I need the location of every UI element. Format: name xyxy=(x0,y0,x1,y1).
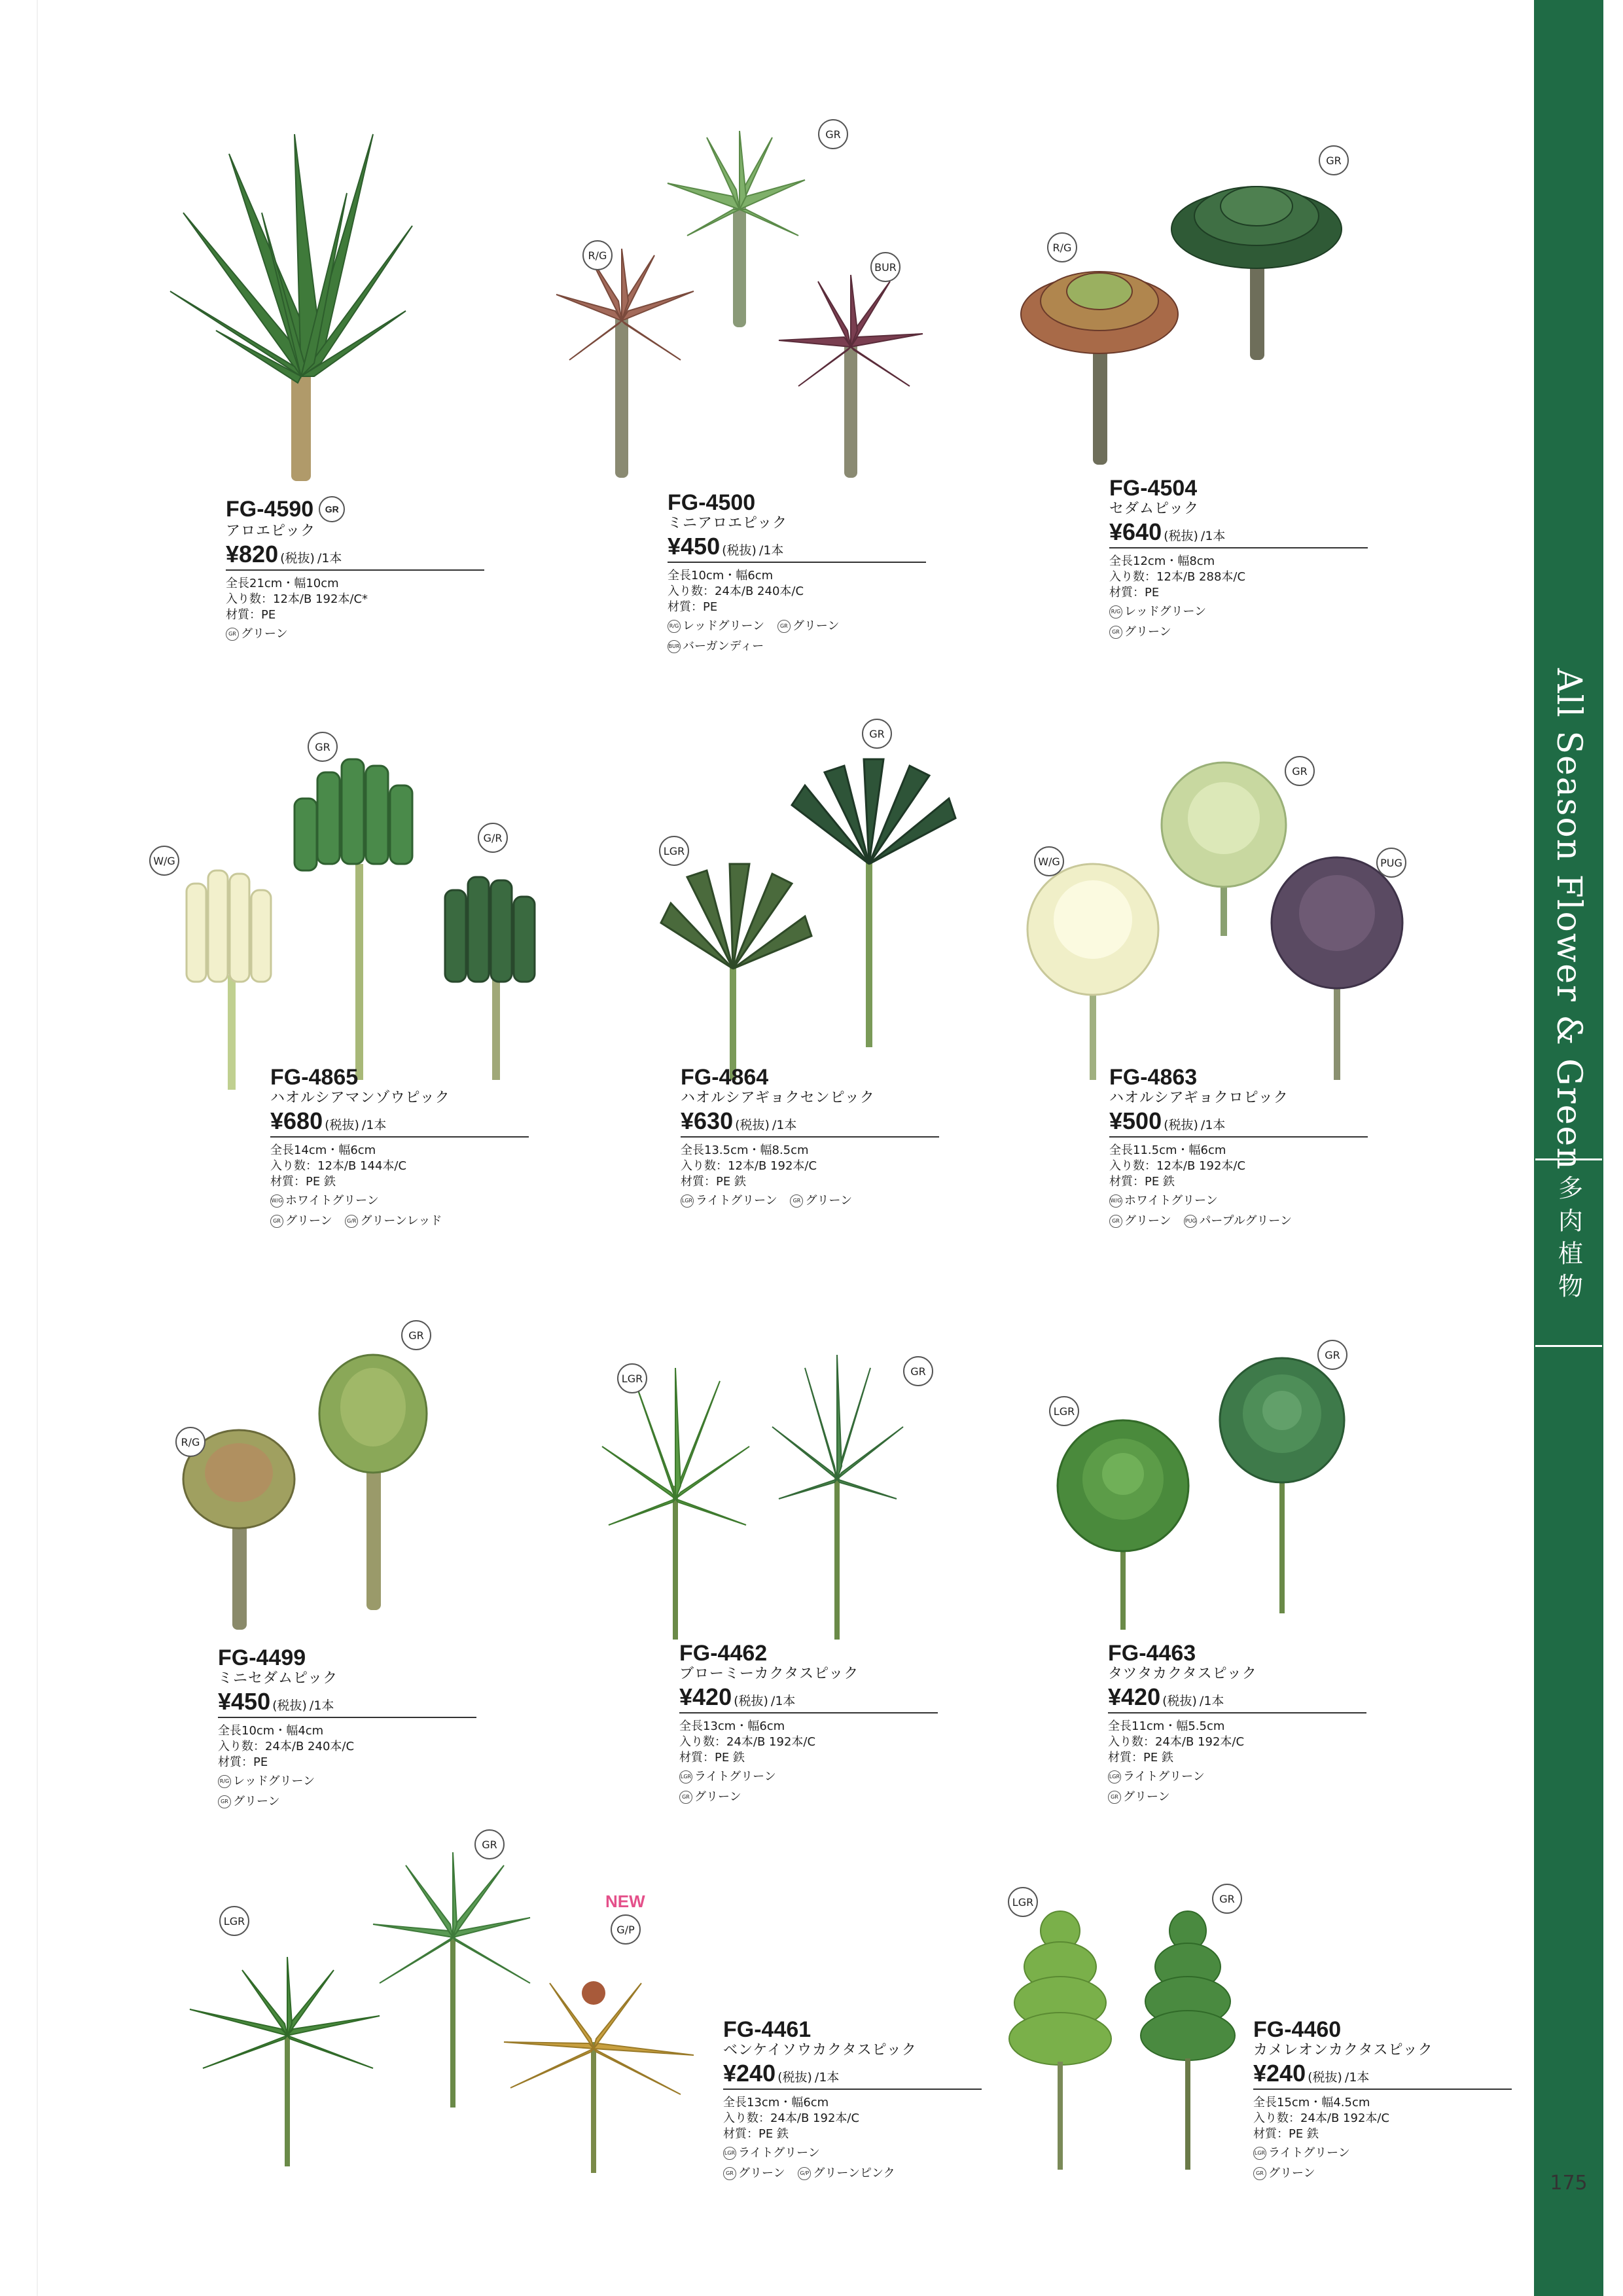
color-label: バーガンディー xyxy=(683,639,764,653)
color-label: レッドグリーン xyxy=(233,1774,315,1788)
spec-material: 材質：PE xyxy=(226,608,276,622)
color-badge: R/G xyxy=(175,1427,205,1457)
spec-size: 全長12cm・幅8cm xyxy=(1109,554,1215,568)
color-badge: LGR xyxy=(1008,1887,1038,1917)
color-row xyxy=(1253,2162,1620,2183)
color-badge: LGR xyxy=(617,1363,647,1393)
price-row xyxy=(218,1688,476,1718)
sidebar-category xyxy=(1539,1175,1598,1325)
color-badge: LGR xyxy=(1049,1396,1079,1426)
color-chip: GR xyxy=(1109,626,1122,639)
product-fg-4504 xyxy=(1109,476,1476,641)
sidebar-title xyxy=(1539,668,1598,1171)
product-name: アロエピック xyxy=(226,523,316,539)
color-badge: PUG xyxy=(1376,848,1406,878)
unit-label: /1本 xyxy=(317,551,342,565)
color-chip: GR xyxy=(270,1215,283,1228)
color-option xyxy=(218,1772,315,1791)
color-option xyxy=(668,637,764,656)
unit-label: /1本 xyxy=(772,1118,797,1132)
unit-label: /1本 xyxy=(1344,2070,1370,2085)
spec-quantity: 入り数：12本/B 288本/C xyxy=(1109,570,1246,584)
spec-material: 材質：PE 鉄 xyxy=(681,1175,746,1189)
product-name: ミニアロエピック xyxy=(668,515,788,531)
product-name: ハオルシアマンゾウピック xyxy=(270,1090,450,1106)
price-row xyxy=(1253,2060,1512,2090)
plant-image-haworthia-gyokusen xyxy=(648,746,962,1086)
product-name: ベンケイソウカクタスピック xyxy=(723,2042,917,2058)
color-option xyxy=(218,1793,280,1811)
color-option xyxy=(679,1768,776,1786)
spec-quantity: 入り数：24本/B 192本/C xyxy=(723,2111,860,2125)
product-code: FG-4460 xyxy=(1253,2017,1342,2042)
unit-label: /1本 xyxy=(361,1118,387,1132)
plant-image-mini-aloe xyxy=(543,124,936,484)
spec-quantity: 入り数：12本/B 192本/C xyxy=(681,1159,817,1173)
product-name: ハオルシアギョクロピック xyxy=(1109,1090,1289,1106)
color-label: グリーン xyxy=(1123,1790,1170,1804)
product-code: FG-4461 xyxy=(723,2017,812,2042)
color-label: ライトグリーン xyxy=(696,1194,777,1208)
color-option xyxy=(1108,1768,1205,1786)
color-badge: GR xyxy=(903,1356,933,1386)
spec-material: 材質：PE 鉄 xyxy=(1253,2127,1319,2141)
spec-quantity: 入り数：12本/B 192本/C xyxy=(1109,1159,1246,1173)
product-code: FG-4463 xyxy=(1108,1641,1196,1666)
color-row xyxy=(218,1770,584,1791)
color-chip: GR xyxy=(218,1795,231,1808)
spec-size: 全長14cm・幅6cm xyxy=(270,1143,376,1157)
color-chip: PUG xyxy=(1184,1215,1197,1228)
color-badge: R/G xyxy=(582,240,613,270)
color-label: グリーン xyxy=(792,619,840,633)
tax-label: (税抜) xyxy=(272,1698,307,1713)
color-row xyxy=(1109,1210,1476,1230)
price: ¥240 xyxy=(1253,2060,1306,2087)
color-badge: GR xyxy=(818,119,848,149)
color-option xyxy=(1109,623,1171,641)
color-option xyxy=(790,1192,852,1210)
color-badge: LGR xyxy=(219,1906,249,1936)
color-label: ライトグリーン xyxy=(694,1770,776,1784)
product-code: FG-4863 xyxy=(1109,1065,1198,1090)
price: ¥420 xyxy=(679,1683,732,1710)
price-row xyxy=(1109,518,1368,548)
spec-size: 全長11.5cm・幅6cm xyxy=(1109,1143,1226,1157)
spec-size: 全長13.5cm・幅8.5cm xyxy=(681,1143,809,1157)
price-row xyxy=(270,1107,529,1138)
product-fg-4460 xyxy=(1253,2018,1620,2183)
color-chip: GR xyxy=(1253,2167,1266,2180)
price: ¥820 xyxy=(226,541,279,567)
color-chip: R/G xyxy=(668,620,681,633)
tax-label: (税抜) xyxy=(734,1694,768,1708)
spec-material: 材質：PE xyxy=(668,600,718,614)
spec-material: 材質：PE 鉄 xyxy=(1108,1751,1173,1765)
plant-image-sedum xyxy=(1021,144,1387,471)
tax-label: (税抜) xyxy=(1308,2070,1342,2085)
price: ¥680 xyxy=(270,1107,323,1134)
color-label: ホワイトグリーン xyxy=(285,1194,379,1208)
price: ¥640 xyxy=(1109,518,1162,545)
spec-size: 全長11cm・幅5.5cm xyxy=(1108,1719,1225,1733)
spec-size: 全長10cm・幅4cm xyxy=(218,1724,324,1738)
color-label: ライトグリーン xyxy=(738,2146,820,2160)
price-row xyxy=(723,2060,982,2090)
code-badge: GR xyxy=(319,496,345,522)
color-badge: GR xyxy=(1317,1340,1347,1370)
product-code: FG-4462 xyxy=(679,1641,768,1666)
spec-quantity: 入り数：24本/B 240本/C xyxy=(668,584,804,598)
product-fg-4461 xyxy=(723,2018,1090,2183)
color-chip: W/G xyxy=(270,1194,283,1208)
color-option xyxy=(270,1192,379,1210)
tax-label: (税抜) xyxy=(1164,1118,1198,1132)
color-chip: GR xyxy=(777,620,791,633)
color-chip: LGR xyxy=(723,2147,736,2160)
color-chip: GR xyxy=(723,2167,736,2180)
color-row xyxy=(1108,1786,1474,1806)
color-badge: GR xyxy=(862,719,892,749)
color-chip: G/R xyxy=(345,1215,358,1228)
price-row xyxy=(1108,1683,1366,1713)
color-badge: R/G xyxy=(1047,232,1077,262)
product-name: ブローミーカクタスピック xyxy=(679,1666,859,1682)
color-chip: BUR xyxy=(668,640,681,653)
product-name: ミニセダムピック xyxy=(218,1670,338,1687)
color-label: グリーン xyxy=(241,627,288,641)
color-badge: GR xyxy=(1285,756,1315,786)
color-badge: BUR xyxy=(870,252,901,282)
product-fg-4463 xyxy=(1108,1641,1474,1806)
color-badge: GR xyxy=(474,1829,505,1859)
color-option xyxy=(668,617,764,636)
color-label: グリーン xyxy=(1124,625,1171,639)
price: ¥420 xyxy=(1108,1683,1161,1710)
color-chip: GR xyxy=(679,1791,692,1804)
color-label: グリーン xyxy=(1124,1214,1171,1228)
color-row xyxy=(679,1786,1046,1806)
color-option xyxy=(226,625,288,643)
tax-label: (税抜) xyxy=(325,1118,359,1132)
tax-label: (税抜) xyxy=(722,543,757,558)
color-chip: LGR xyxy=(681,1194,694,1208)
color-row xyxy=(681,1190,1047,1210)
product-fg-4499 xyxy=(218,1646,584,1811)
product-name: ハオルシアギョクセンピック xyxy=(681,1090,875,1106)
color-label: グリーン xyxy=(738,2166,785,2180)
color-row xyxy=(270,1210,637,1230)
color-row xyxy=(679,1766,1046,1786)
unit-label: /1本 xyxy=(1199,1694,1224,1708)
color-label: ライトグリーン xyxy=(1268,2146,1350,2160)
color-badge: G/R xyxy=(478,823,508,853)
spec-quantity: 入り数：24本/B 192本/C xyxy=(1108,1735,1245,1749)
color-row xyxy=(1109,601,1476,621)
plant-image-haworthia-manzou xyxy=(170,753,563,1093)
color-row xyxy=(1109,1190,1476,1210)
product-name: カメレオンカクタスピック xyxy=(1253,2042,1433,2058)
product-code: FG-4864 xyxy=(681,1065,769,1090)
product-code-text: FG-4590 xyxy=(226,497,314,522)
color-label: グリーンピンク xyxy=(813,2166,895,2180)
color-label: ライトグリーン xyxy=(1123,1770,1205,1784)
spec-size: 全長21cm・幅10cm xyxy=(226,577,339,590)
page-edge-rule xyxy=(37,0,38,2296)
color-label: グリーン xyxy=(233,1795,280,1808)
spec-material: 材質：PE 鉄 xyxy=(1109,1175,1175,1189)
spec-quantity: 入り数：12本/B 192本/C* xyxy=(226,592,368,606)
color-label: グリーン xyxy=(1268,2166,1315,2180)
tax-label: (税抜) xyxy=(1162,1694,1197,1708)
product-name: タツタカクタスピック xyxy=(1108,1666,1257,1682)
color-option xyxy=(679,1788,741,1806)
spec-size: 全長10cm・幅6cm xyxy=(668,569,774,583)
color-label: パープルグリーン xyxy=(1199,1214,1293,1228)
product-code xyxy=(226,496,592,522)
unit-label: /1本 xyxy=(1200,1118,1226,1132)
color-row xyxy=(668,615,1034,636)
color-option xyxy=(798,2164,895,2183)
plant-image-bromi-cactus xyxy=(596,1355,936,1649)
color-row xyxy=(218,1791,584,1811)
price-row xyxy=(679,1683,938,1713)
spec-quantity: 入り数：24本/B 240本/C xyxy=(218,1740,355,1753)
color-label: ホワイトグリーン xyxy=(1124,1194,1218,1208)
color-chip: GR xyxy=(790,1194,803,1208)
color-chip: G/P xyxy=(798,2167,811,2180)
color-chip: R/G xyxy=(1109,605,1122,619)
color-option xyxy=(681,1192,777,1210)
color-row xyxy=(723,2142,1090,2162)
unit-label: /1本 xyxy=(814,2070,840,2085)
price-row xyxy=(668,533,926,563)
color-row xyxy=(1108,1766,1474,1786)
color-option xyxy=(1253,2164,1315,2183)
color-option xyxy=(723,2164,785,2183)
color-row xyxy=(226,623,592,643)
plant-image-aloe xyxy=(157,115,419,481)
spec-material: 材質：PE xyxy=(218,1755,268,1769)
product-fg-4863 xyxy=(1109,1066,1476,1230)
product-code: FG-4504 xyxy=(1109,476,1198,501)
price: ¥630 xyxy=(681,1107,734,1134)
color-badge: LGR xyxy=(659,836,689,866)
spec-material: 材質：PE 鉄 xyxy=(270,1175,336,1189)
color-chip: GR xyxy=(1108,1791,1121,1804)
product-fg-4865 xyxy=(270,1066,637,1230)
price-row xyxy=(226,541,484,571)
color-chip: LGR xyxy=(1253,2147,1266,2160)
spec-quantity: 入り数：24本/B 192本/C xyxy=(679,1735,816,1749)
color-badge: GR xyxy=(308,732,338,762)
spec-material: 材質：PE 鉄 xyxy=(723,2127,789,2141)
color-option xyxy=(1109,1192,1218,1210)
plant-image-haworthia-gyokuro xyxy=(1021,753,1414,1086)
color-badge: W/G xyxy=(149,846,179,876)
sidebar-category-text: 多肉植物 xyxy=(1554,1175,1583,1306)
product-fg-4864 xyxy=(681,1066,1047,1210)
page-number: 175 xyxy=(1550,2172,1588,2195)
color-option xyxy=(1109,1212,1171,1230)
color-option xyxy=(345,1212,442,1230)
color-option xyxy=(1108,1788,1170,1806)
color-chip: GR xyxy=(1109,1215,1122,1228)
tax-label: (税抜) xyxy=(777,2070,812,2085)
product-code: FG-4865 xyxy=(270,1065,359,1090)
unit-label: /1本 xyxy=(770,1694,796,1708)
color-option xyxy=(1109,603,1206,621)
color-chip: LGR xyxy=(679,1770,692,1784)
color-chip: W/G xyxy=(1109,1194,1122,1208)
color-option xyxy=(1253,2144,1350,2162)
color-row xyxy=(723,2162,1090,2183)
spec-quantity: 入り数：24本/B 192本/C xyxy=(1253,2111,1390,2125)
unit-label: /1本 xyxy=(1200,529,1226,543)
price: ¥450 xyxy=(218,1688,271,1715)
color-chip: GR xyxy=(226,628,239,641)
color-chip: R/G xyxy=(218,1775,231,1788)
spec-size: 全長13cm・幅6cm xyxy=(723,2096,829,2109)
color-label: レッドグリーン xyxy=(683,619,765,633)
color-option xyxy=(777,617,840,636)
plant-image-mini-sedum xyxy=(177,1348,438,1643)
spec-size: 全長15cm・幅4.5cm xyxy=(1253,2096,1370,2109)
color-badge: GR xyxy=(1212,1884,1242,1914)
tax-label: (税抜) xyxy=(1164,529,1198,543)
color-label: グリーン xyxy=(805,1194,853,1208)
sidebar-divider xyxy=(1535,1345,1602,1347)
unit-label: /1本 xyxy=(309,1698,334,1713)
price: ¥240 xyxy=(723,2060,776,2087)
color-row xyxy=(1109,621,1476,641)
color-row xyxy=(1253,2142,1620,2162)
color-chip: LGR xyxy=(1108,1770,1121,1784)
color-label: グリーン xyxy=(694,1790,741,1804)
spec-material: 材質：PE xyxy=(1109,586,1160,600)
product-fg-4462 xyxy=(679,1641,1046,1806)
color-option xyxy=(270,1212,332,1230)
color-badge: W/G xyxy=(1034,846,1064,876)
color-option xyxy=(1184,1212,1292,1230)
spec-size: 全長13cm・幅6cm xyxy=(679,1719,785,1733)
spec-material: 材質：PE 鉄 xyxy=(679,1751,745,1765)
new-label: NEW xyxy=(605,1892,645,1911)
unit-label: /1本 xyxy=(758,543,784,558)
tax-label: (税抜) xyxy=(280,551,315,565)
color-badge: GR xyxy=(401,1320,431,1350)
product-fg-4500 xyxy=(668,491,1034,656)
color-badge: GR xyxy=(1319,145,1349,175)
color-row xyxy=(668,636,1034,656)
color-label: グリーン xyxy=(285,1214,332,1228)
spec-quantity: 入り数：12本/B 144本/C xyxy=(270,1159,407,1173)
plant-image-tatsuta-cactus xyxy=(1054,1361,1355,1636)
product-name: セダムピック xyxy=(1109,501,1200,517)
sidebar-title-text: All Season Flower & Green xyxy=(1549,668,1588,1171)
price-row xyxy=(681,1107,939,1138)
color-option xyxy=(723,2144,820,2162)
tax-label: (税抜) xyxy=(735,1118,770,1132)
product-code: FG-4499 xyxy=(218,1645,306,1670)
price: ¥500 xyxy=(1109,1107,1162,1134)
color-label: レッドグリーン xyxy=(1124,605,1207,619)
product-code: FG-4500 xyxy=(668,490,756,515)
price-row xyxy=(1109,1107,1368,1138)
price: ¥450 xyxy=(668,533,721,560)
product-fg-4590 xyxy=(226,496,592,643)
color-badge: G/P xyxy=(611,1914,641,1945)
color-label: グリーンレッド xyxy=(360,1214,442,1228)
color-row xyxy=(270,1190,637,1210)
